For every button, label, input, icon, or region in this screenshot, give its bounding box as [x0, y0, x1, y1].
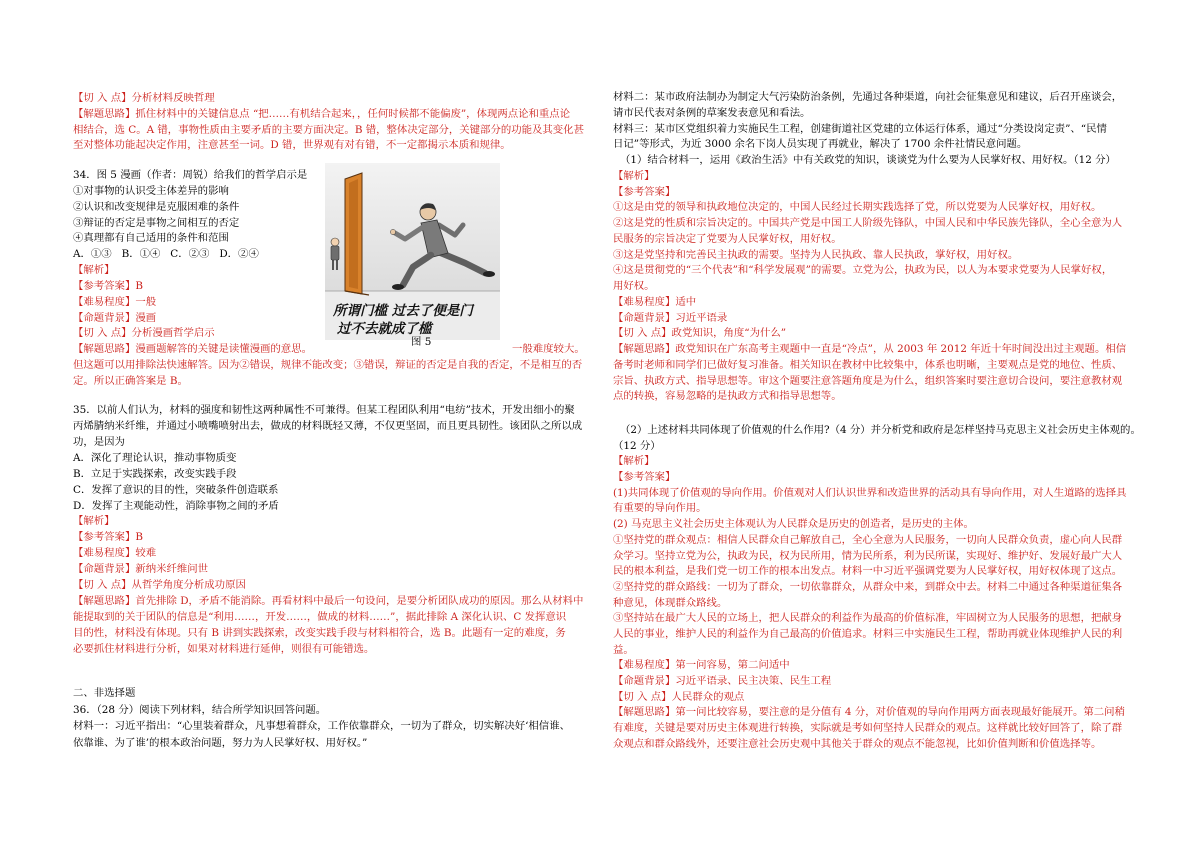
line-text: 【参考答案】 [613, 185, 676, 198]
text-line [613, 374, 1126, 390]
text-line [613, 674, 1141, 690]
line-text: 【命题背景】新纳米纤维问世 [73, 563, 209, 576]
text-line [73, 499, 583, 515]
line-text: ④真理都有自己适用的条件和范围 [73, 232, 229, 245]
text-line [613, 295, 1126, 311]
line-text: 【命题背景】习近平语录 [613, 311, 728, 324]
line-text: 必要抓住材料进行分析，如果对材料进行延伸，则很有可能错选。 [73, 642, 375, 655]
line-text: 点的转换，容易忽略的是执政方式和指导思想等。 [613, 390, 842, 403]
text-line [73, 530, 583, 546]
text-line [73, 435, 583, 451]
cartoon-figure-5 [325, 163, 500, 340]
text-line [613, 501, 1141, 517]
text-line [73, 702, 570, 719]
line-text: 请市民代表对条例的草案发表意见和看法。 [613, 106, 811, 119]
line-text: ②坚持党的群众路线：一切为了群众，一切依靠群众，从群众中来，到群众中去。材料二中通过各种渠道征集各 [613, 580, 1123, 593]
text-line [73, 342, 585, 358]
text-line [73, 642, 583, 658]
line-text: 【难易程度】较难 [73, 547, 157, 560]
q33-answer-block [73, 91, 584, 154]
text-line [613, 263, 1126, 279]
line-text: ①对事物的认识受主体差异的影响 [73, 184, 229, 197]
text-line [613, 122, 1126, 138]
line-text: 定。所以正确答案是 B。 [73, 374, 188, 387]
line-text: 【解题思路】漫画题解答的关键是读懂漫画的意思。 [73, 343, 312, 356]
line-text: 【难易程度】一般 [73, 295, 157, 308]
text-line [73, 562, 583, 578]
text-line [613, 564, 1141, 580]
text-line [73, 358, 582, 374]
line-text: 但这题可以用排除法快速解答。因为②错误，规律不能改变；③错误，辩证的否定是自我的否定，不是相互的否 [73, 359, 583, 372]
line-text: ③坚持站在最广大人民的立场上，把人民群众的利益作为最高的价值标准，牢固树立为人民服务的思想，把献身 [613, 612, 1123, 625]
question-36-part-2 [613, 423, 1141, 752]
line-text: 有重要的导向作用。 [613, 502, 707, 515]
text-line [613, 580, 1141, 596]
line-text: 【解题思路】抓住材料中的关键信息点 “把……有机结合起来，，任何时候都不能偏废”，体现两点论和重点论 [73, 107, 571, 120]
question-36-intro [73, 685, 570, 752]
line-text: B．立足于实践探索，改变实践手段 [73, 467, 237, 480]
cartoon-caption-line-1: 所谓门槛 过去了便是门 [333, 303, 473, 319]
line-text: 材料三：某市区党组织着力实施民生工程，创建街道社区党建的立体运行体系，通过“分类设岗定责”、“民情 [613, 122, 1107, 135]
line-text: 【切 入 点】分析材料反映哲理 [73, 92, 215, 104]
text-line [613, 106, 1126, 122]
text-line [73, 107, 584, 123]
line-text: ④这是贯彻党的“三个代表”和“科学发展观”的需要。立党为公，执政为民，以人为本要求党要为人民掌好权， [613, 264, 1113, 277]
text-line [73, 578, 583, 594]
text-line [613, 705, 1141, 721]
text-line [73, 403, 583, 419]
line-text: (2) 马克思主义社会历史主体观认为人民群众是历史的创造者，是历史的主体。 [613, 518, 974, 531]
line-text: ②认识和改变规律是克服困难的条件 [73, 200, 240, 213]
line-text: （2）上述材料共同体现了价值观的什么作用?（4 分）并分析党和政府是怎样坚持马克思主义社会历史主体观的。 [620, 424, 1141, 436]
text-line [613, 153, 1126, 169]
line-text: 众观点和群众路线外，还要注意社会历史观中其他关于群众的观点不能忽视，比如价值判断和价值选择等。 [613, 737, 1102, 750]
text-line [613, 439, 1141, 455]
line-text: A．①③ B．①④ C．②③ D．②④ [73, 248, 259, 261]
line-text: 【难易程度】适中 [613, 295, 697, 308]
text-line [613, 517, 1141, 533]
line-text: 日记”等形式，为近 3000 余名下岗人员实现了再就业，解决了 1700 余件社情民意问题。 [613, 138, 1028, 151]
line-text: 依靠谁、为了谁’的根本政治问题，努力为人民掌好权、用好权。” [73, 737, 368, 750]
question-35 [73, 403, 583, 658]
text-line [613, 454, 1141, 470]
line-text: ③辩证的否定是事物之间相互的否定 [73, 216, 240, 229]
line-text: 【难易程度】第一问容易，第二问适中 [613, 659, 790, 672]
line-text: 【切 入 点】人民群众的观点 [613, 690, 745, 703]
line-text: 功，是因为 [73, 435, 125, 448]
text-line [613, 389, 1126, 405]
text-line [613, 721, 1141, 737]
text-line [73, 451, 583, 467]
text-line [613, 658, 1141, 674]
text-line [613, 90, 1126, 106]
text-line [73, 91, 584, 107]
line-text: 目的性，材料没有体现。只有 B 讲到实践探索，改变实践手段与材料相符合，选 B。此题有一定的难度，务 [73, 626, 566, 639]
text-line [613, 342, 1126, 358]
line-text: ②这是党的性质和宗旨决定的。中国共产党是中国工人阶级先锋队，中国人民和中华民族先锋队，全心全意为人 [613, 217, 1123, 229]
line-text: 民的根本利益，是我们党一切工作的根本出发点。材料一中习近平强调党要为人民掌好权，用好权体现了这点。 [613, 565, 1123, 578]
text-line [73, 138, 584, 154]
line-text: 二、非选择题 [73, 687, 136, 699]
text-line [73, 610, 583, 626]
text-line [613, 248, 1126, 264]
line-text: 有难度，关键是要对历史主体观进行转换，实际就是考如何坚持人民群众的观点。这样就比较好回答了，除了群 [613, 722, 1123, 735]
text-line [613, 737, 1141, 753]
line-text: 35．以前人们认为，材料的强度和韧性这两种属性不可兼得。但某工程团队利用“电纺”技术，开发出细小的聚 [73, 404, 575, 416]
text-line [73, 626, 583, 642]
line-text: 【解析】 [613, 169, 655, 182]
line-text-continuation: 一般难度较大。 [512, 343, 585, 356]
line-text: 种意见，体现群众路线。 [613, 596, 728, 609]
text-line [613, 232, 1126, 248]
text-line [613, 358, 1126, 374]
text-line [73, 735, 570, 752]
text-line [613, 690, 1141, 706]
text-line [613, 216, 1126, 232]
line-text: 相结合，选 C。A 错，事物性质由主要矛盾的主要方面决定。B 错，整体决定部分，关键部分的功能及其变化甚 [73, 123, 584, 136]
text-line [613, 486, 1141, 502]
line-text: (1)共同体现了价值观的导向作用。价值观对人们认识世界和改造世界的活动具有导向作用，对人生道路的选择具 [613, 486, 1127, 499]
line-text: 【解题思路】政党知识在广东高考主观题中一直是“冷点”，从 2003 年 2012 年近十年时间没出过主观题。相信 [613, 343, 1127, 355]
cartoon-caption-line-2: 过不去就成了槛 [337, 321, 432, 337]
line-text: 【切 入 点】分析漫画哲学启示 [73, 327, 215, 340]
line-text: 【切 入 点】政党知识，角度“为什么” [613, 327, 787, 340]
line-text: 36．（28 分）阅读下列材料，结合所学知识回答问题。 [73, 703, 327, 716]
line-text: 材料一：习近平指出：“心里装着群众，凡事想着群众，工作依靠群众，一切为了群众，切实解决好‘相信谁、 [73, 720, 570, 733]
text-line [613, 279, 1126, 295]
text-line [73, 594, 583, 610]
line-text: 宗旨、执政方式、指导思想等。审这个题要注意答题角度是为什么，组织答案时要注意切合设问，要注意教材观 [613, 374, 1123, 387]
line-text: 丙烯腈纳米纤维，并通过小喷嘴喷射出去，做成的材料既轻又薄，不仅更坚固，而且更具韧性。该团队之所以成 [73, 419, 583, 432]
line-text: 用好权。 [613, 280, 655, 292]
question-36-part-1 [613, 90, 1126, 405]
text-line [613, 596, 1141, 612]
line-text: 至对整体功能起决定作用，注意甚至一词。D 错，世界观有对有错，不一定都揭示本质和规律。 [73, 139, 511, 152]
text-line [613, 423, 1141, 439]
text-line [73, 374, 582, 390]
text-line [613, 311, 1126, 327]
line-text: ①坚持党的群众观点：相信人民群众自己解放自己，全心全意为人民服务，一切向人民群众负责，虚心向人民群 [613, 533, 1123, 546]
text-line [73, 419, 583, 435]
line-text: 【解析】 [613, 455, 655, 468]
line-text: A．深化了理论认识，推动事物质变 [73, 451, 237, 464]
cartoon-image [325, 163, 500, 340]
line-text: ③这是党坚持和完善民主执政的需要。坚持为人民执政、靠人民执政，掌好权，用好权。 [613, 248, 1019, 261]
line-text: 益。 [613, 643, 634, 656]
line-text: 备考时老师和同学们已做好复习准备。相关知识在教材中比较集中，体系也明晰，主要观点是党的地位、性质、 [613, 358, 1123, 371]
line-text: （1）结合材料一，运用《政治生活》中有关政党的知识，谈谈党为什么要为人民掌好权、用好权。（12 分） [620, 154, 1116, 166]
line-text: 众学习。坚持立党为公，执政为民，权为民所用，情为民所系，利为民所谋，实现好、维护好、发展好最广大人 [613, 549, 1123, 562]
text-line [613, 470, 1141, 486]
line-text: 【解析】 [73, 264, 115, 277]
text-line [73, 546, 583, 562]
text-line [613, 533, 1141, 549]
line-text: 【命题背景】习近平语录、民主决策、民生工程 [613, 675, 832, 687]
line-text: （12 分） [613, 439, 661, 452]
text-line [613, 200, 1126, 216]
text-line [613, 169, 1126, 185]
text-line [73, 718, 570, 735]
text-line [73, 467, 583, 483]
line-text: 【参考答案】B [73, 279, 143, 292]
line-text: 【参考答案】 [613, 471, 676, 484]
line-text: 【切 入 点】从哲学角度分析成功原因 [73, 579, 246, 592]
line-text: 能提取到的关于团队的信息是“利用……，开发……，做成的材料……”，据此排除 A 深化认识、C 发挥意识 [73, 610, 567, 623]
text-line [613, 643, 1141, 659]
line-text: 材料二：某市政府法制办为制定大气污染防治条例，先通过各种渠道，向社会征集意见和建议，后召开座谈会， [613, 91, 1123, 103]
text-line [613, 549, 1141, 565]
text-line [613, 326, 1126, 342]
text-line [613, 611, 1141, 627]
line-text: ①这是由党的领导和执政地位决定的，中国人民经过长期实践选择了党，所以党要为人民掌好权，用好权。 [613, 201, 1102, 214]
line-text: 人民的事业，维护人民的利益作为自己最高的价值追求。材料三中实施民生工程，帮助再就业体现维护人民的利 [613, 627, 1123, 640]
text-line [73, 685, 570, 702]
text-line [613, 627, 1141, 643]
line-text: 34．图 5 漫画（作者：周锐）给我们的哲学启示是 [73, 169, 308, 181]
text-line [613, 185, 1126, 201]
text-line [613, 137, 1126, 153]
figure-caption: 图 5 [411, 336, 432, 348]
text-line [73, 123, 584, 139]
text-line [73, 483, 583, 499]
line-text: D．发挥了主观能动性，消除事物之间的矛盾 [73, 499, 279, 512]
line-text: C．发挥了意识的目的性，突破条件创造联系 [73, 483, 279, 496]
line-text: 民服务的宗旨决定了党要为人民掌好权，用好权。 [613, 232, 842, 245]
line-text: 【解题思路】首先排除 D，矛盾不能消除。再看材料中最后一句设问，是要分析团队成功的原因。那么从材料中 [73, 595, 584, 608]
line-text: 【解题思路】第一问比较容易，要注意的是分值有 4 分，对价值观的导向作用两方面表现最好能展开。第二问稍 [613, 706, 1125, 719]
text-line [73, 514, 583, 530]
line-text: 【参考答案】B [73, 531, 143, 544]
line-text: 【命题背景】漫画 [73, 311, 157, 324]
line-text: 【解析】 [73, 515, 115, 528]
